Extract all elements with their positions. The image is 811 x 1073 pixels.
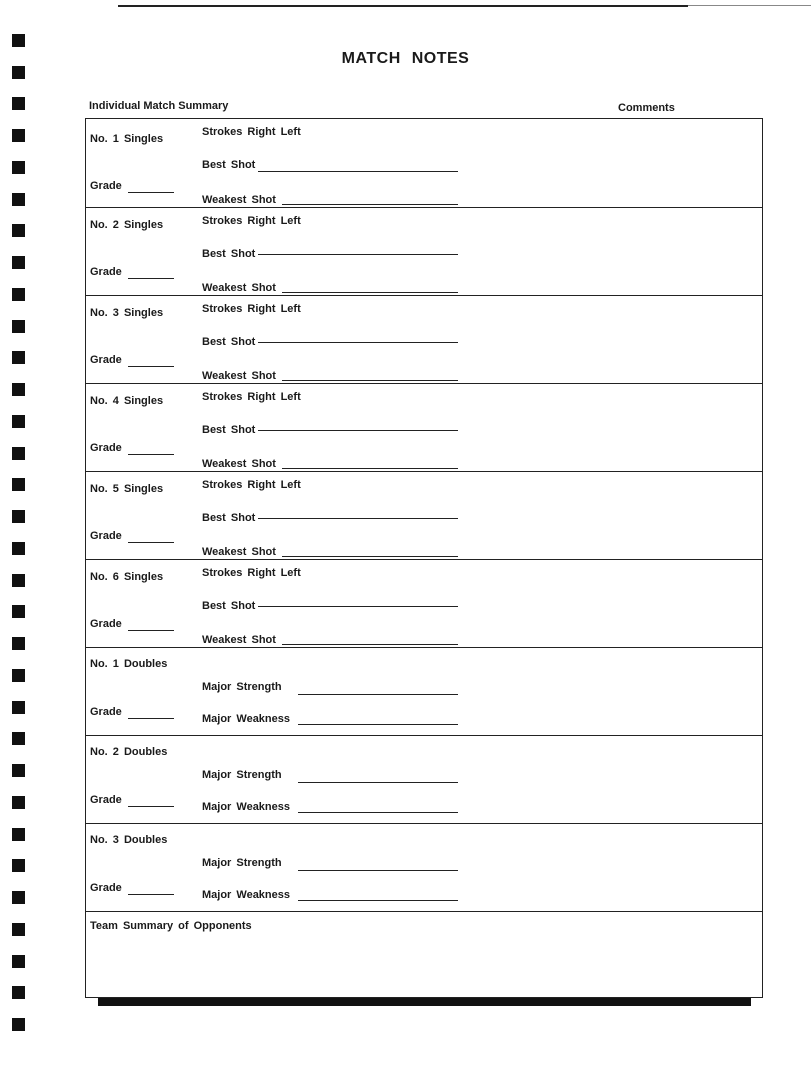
binder-hole bbox=[12, 574, 25, 587]
grade-label: Grade bbox=[90, 706, 122, 718]
comments-heading: Comments bbox=[618, 102, 675, 114]
binder-hole bbox=[12, 224, 25, 237]
top-rule-fade bbox=[688, 5, 811, 6]
weakest-shot-field[interactable] bbox=[282, 204, 458, 205]
binder-hole bbox=[12, 415, 25, 428]
binder-hole bbox=[12, 447, 25, 460]
strokes-label: Strokes Right Left bbox=[202, 479, 301, 491]
best-shot-label: Best Shot bbox=[202, 336, 256, 348]
team-summary-label: Team Summary of Opponents bbox=[90, 920, 252, 932]
major-strength-field[interactable] bbox=[298, 782, 458, 783]
individual-summary-heading: Individual Match Summary bbox=[89, 100, 229, 112]
major-weakness-label: Major Weakness bbox=[202, 801, 291, 813]
major-weakness-field[interactable] bbox=[298, 724, 458, 725]
grade-label: Grade bbox=[90, 530, 122, 542]
singles-section-5 bbox=[86, 472, 762, 560]
weakest-shot-label: Weakest Shot bbox=[202, 194, 276, 206]
singles-section-2 bbox=[86, 208, 762, 296]
best-shot-label: Best Shot bbox=[202, 424, 256, 436]
grade-label: Grade bbox=[90, 442, 122, 454]
binder-hole bbox=[12, 891, 25, 904]
binder-hole bbox=[12, 605, 25, 618]
grade-label: Grade bbox=[90, 618, 122, 630]
binder-hole bbox=[12, 923, 25, 936]
weakest-shot-label: Weakest Shot bbox=[202, 370, 276, 382]
binder-hole bbox=[12, 478, 25, 491]
strokes-label: Strokes Right Left bbox=[202, 391, 301, 403]
binder-hole bbox=[12, 637, 25, 650]
binder-hole bbox=[12, 129, 25, 142]
binder-hole bbox=[12, 986, 25, 999]
major-weakness-label: Major Weakness bbox=[202, 889, 291, 901]
grade-label: Grade bbox=[90, 180, 122, 192]
binder-hole bbox=[12, 732, 25, 745]
weakest-shot-label: Weakest Shot bbox=[202, 634, 276, 646]
grade-field[interactable] bbox=[128, 366, 174, 367]
singles-section-3 bbox=[86, 296, 762, 384]
singles-section-6 bbox=[86, 560, 762, 648]
best-shot-label: Best Shot bbox=[202, 248, 256, 260]
singles-label: No. 1 Singles bbox=[90, 133, 164, 145]
match-notes-form bbox=[85, 118, 763, 998]
grade-field[interactable] bbox=[128, 718, 174, 719]
major-strength-label: Major Strength bbox=[202, 769, 282, 781]
singles-label: No. 5 Singles bbox=[90, 483, 164, 495]
major-strength-field[interactable] bbox=[298, 694, 458, 695]
bottom-shadow-bar bbox=[98, 998, 751, 1006]
weakest-shot-field[interactable] bbox=[282, 644, 458, 645]
doubles-label: No. 1 Doubles bbox=[90, 658, 168, 670]
grade-label: Grade bbox=[90, 882, 122, 894]
best-shot-label: Best Shot bbox=[202, 512, 256, 524]
grade-field[interactable] bbox=[128, 894, 174, 895]
binder-hole bbox=[12, 97, 25, 110]
best-shot-field[interactable] bbox=[258, 430, 458, 431]
best-shot-field[interactable] bbox=[258, 342, 458, 343]
best-shot-field[interactable] bbox=[258, 518, 458, 519]
grade-field[interactable] bbox=[128, 192, 174, 193]
doubles-section-3 bbox=[86, 824, 762, 912]
weakest-shot-field[interactable] bbox=[282, 556, 458, 557]
strokes-label: Strokes Right Left bbox=[202, 215, 301, 227]
strokes-label: Strokes Right Left bbox=[202, 303, 301, 315]
doubles-label: No. 3 Doubles bbox=[90, 834, 168, 846]
best-shot-field[interactable] bbox=[258, 171, 458, 172]
strokes-label: Strokes Right Left bbox=[202, 126, 301, 138]
best-shot-field[interactable] bbox=[258, 606, 458, 607]
binder-hole bbox=[12, 828, 25, 841]
best-shot-label: Best Shot bbox=[202, 600, 256, 612]
binder-hole bbox=[12, 351, 25, 364]
singles-label: No. 2 Singles bbox=[90, 219, 164, 231]
weakest-shot-field[interactable] bbox=[282, 292, 458, 293]
grade-field[interactable] bbox=[128, 542, 174, 543]
doubles-section-2 bbox=[86, 736, 762, 824]
binder-hole bbox=[12, 320, 25, 333]
binder-hole bbox=[12, 510, 25, 523]
top-rule bbox=[118, 5, 688, 7]
grade-field[interactable] bbox=[128, 454, 174, 455]
weakest-shot-field[interactable] bbox=[282, 380, 458, 381]
best-shot-label: Best Shot bbox=[202, 159, 256, 171]
major-strength-label: Major Strength bbox=[202, 857, 282, 869]
strokes-label: Strokes Right Left bbox=[202, 567, 301, 579]
page-title: MATCH NOTES bbox=[341, 50, 470, 67]
singles-label: No. 4 Singles bbox=[90, 395, 164, 407]
weakest-shot-field[interactable] bbox=[282, 468, 458, 469]
grade-label: Grade bbox=[90, 794, 122, 806]
binder-hole bbox=[12, 383, 25, 396]
doubles-label: No. 2 Doubles bbox=[90, 746, 168, 758]
singles-section-4 bbox=[86, 384, 762, 472]
weakest-shot-label: Weakest Shot bbox=[202, 282, 276, 294]
grade-label: Grade bbox=[90, 354, 122, 366]
binder-hole bbox=[12, 288, 25, 301]
team-summary-section[interactable] bbox=[86, 912, 762, 997]
binder-hole bbox=[12, 955, 25, 968]
binder-hole bbox=[12, 161, 25, 174]
doubles-section-1 bbox=[86, 648, 762, 736]
binder-hole bbox=[12, 796, 25, 809]
weakest-shot-label: Weakest Shot bbox=[202, 546, 276, 558]
weakest-shot-label: Weakest Shot bbox=[202, 458, 276, 470]
binder-hole bbox=[12, 34, 25, 47]
major-strength-label: Major Strength bbox=[202, 681, 282, 693]
binder-hole bbox=[12, 701, 25, 714]
major-weakness-field[interactable] bbox=[298, 900, 458, 901]
binder-hole bbox=[12, 542, 25, 555]
grade-field[interactable] bbox=[128, 630, 174, 631]
grade-label: Grade bbox=[90, 266, 122, 278]
binder-hole bbox=[12, 859, 25, 872]
binder-hole bbox=[12, 256, 25, 269]
grade-field[interactable] bbox=[128, 278, 174, 279]
singles-section-1 bbox=[86, 119, 762, 208]
best-shot-field[interactable] bbox=[258, 254, 458, 255]
binder-hole bbox=[12, 1018, 25, 1031]
major-strength-field[interactable] bbox=[298, 870, 458, 871]
singles-label: No. 3 Singles bbox=[90, 307, 164, 319]
major-weakness-field[interactable] bbox=[298, 812, 458, 813]
major-weakness-label: Major Weakness bbox=[202, 713, 291, 725]
binder-hole bbox=[12, 193, 25, 206]
binder-hole bbox=[12, 669, 25, 682]
binder-hole bbox=[12, 764, 25, 777]
grade-field[interactable] bbox=[128, 806, 174, 807]
singles-label: No. 6 Singles bbox=[90, 571, 164, 583]
